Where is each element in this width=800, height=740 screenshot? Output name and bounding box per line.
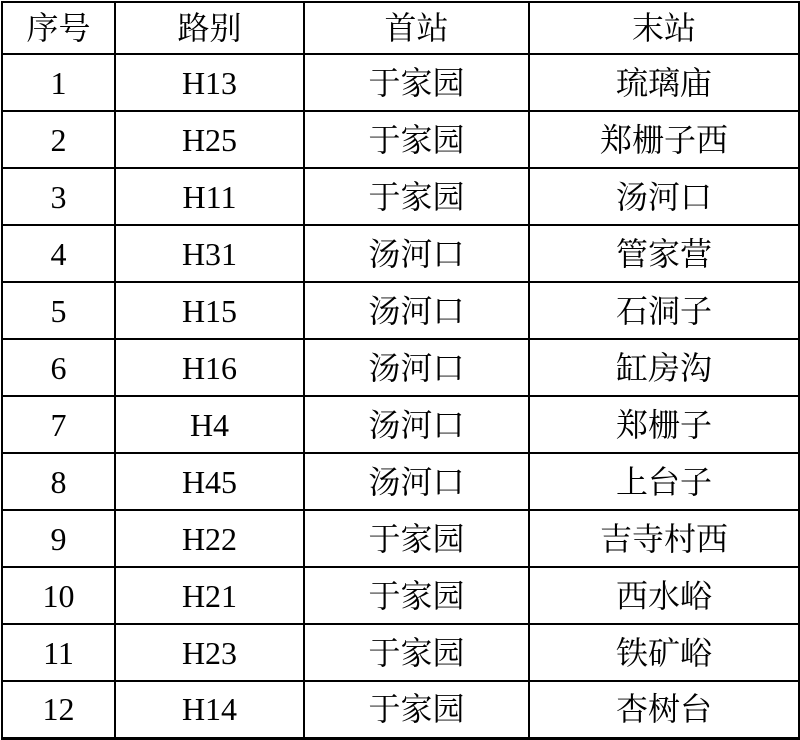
cell-route: H4 (115, 396, 304, 453)
cell-route: H22 (115, 510, 304, 567)
cell-last-station: 缸房沟 (529, 339, 799, 396)
cell-first-station: 于家园 (304, 624, 529, 681)
cell-first-station: 于家园 (304, 168, 529, 225)
cell-last-station: 郑栅子 (529, 396, 799, 453)
cell-last-station: 铁矿峪 (529, 624, 799, 681)
cell-route: H15 (115, 282, 304, 339)
table-row (2, 681, 799, 738)
cell-index: 10 (2, 567, 115, 624)
cell-route: H31 (115, 225, 304, 282)
header-last-station: 末站 (529, 2, 799, 54)
table-row (2, 225, 799, 282)
cell-last-station: 上台子 (529, 453, 799, 510)
cell-index: 4 (2, 225, 115, 282)
route-table (1, 1, 800, 740)
table-row (2, 282, 799, 339)
cell-route: H11 (115, 168, 304, 225)
cell-route: H13 (115, 54, 304, 111)
table-row (2, 510, 799, 567)
cell-first-station: 于家园 (304, 510, 529, 567)
cell-route: H16 (115, 339, 304, 396)
cell-route: H45 (115, 453, 304, 510)
cell-first-station: 汤河口 (304, 339, 529, 396)
cell-route: H21 (115, 567, 304, 624)
cell-first-station: 汤河口 (304, 396, 529, 453)
cell-index: 5 (2, 282, 115, 339)
table-row (2, 396, 799, 453)
cell-first-station: 于家园 (304, 567, 529, 624)
header-row (2, 2, 799, 54)
cell-last-station: 杏树台 (529, 681, 799, 738)
cell-last-station: 琉璃庙 (529, 54, 799, 111)
cell-index: 8 (2, 453, 115, 510)
cell-route: H14 (115, 681, 304, 738)
cell-index: 7 (2, 396, 115, 453)
table-row (2, 339, 799, 396)
cell-last-station: 吉寺村西 (529, 510, 799, 567)
cell-first-station: 于家园 (304, 111, 529, 168)
cell-first-station: 于家园 (304, 54, 529, 111)
table-row (2, 624, 799, 681)
cell-route: H23 (115, 624, 304, 681)
header-route: 路别 (115, 2, 304, 54)
cell-index: 12 (2, 681, 115, 738)
cell-first-station: 汤河口 (304, 453, 529, 510)
cell-index: 11 (2, 624, 115, 681)
cell-index: 2 (2, 111, 115, 168)
cell-route: H25 (115, 111, 304, 168)
cell-last-station: 汤河口 (529, 168, 799, 225)
cell-first-station: 于家园 (304, 681, 529, 738)
cell-index: 1 (2, 54, 115, 111)
cell-last-station: 石洞子 (529, 282, 799, 339)
cell-last-station: 郑栅子西 (529, 111, 799, 168)
cell-index: 3 (2, 168, 115, 225)
table-body (2, 54, 799, 738)
table-row (2, 54, 799, 111)
cell-first-station: 汤河口 (304, 225, 529, 282)
cell-index: 6 (2, 339, 115, 396)
header-first-station: 首站 (304, 2, 529, 54)
cell-first-station: 汤河口 (304, 282, 529, 339)
header-index: 序号 (2, 2, 115, 54)
cell-last-station: 西水峪 (529, 567, 799, 624)
table-row (2, 168, 799, 225)
table-row (2, 111, 799, 168)
cell-index: 9 (2, 510, 115, 567)
table-header (2, 2, 799, 54)
table-row (2, 453, 799, 510)
table-row (2, 567, 799, 624)
cell-last-station: 管家营 (529, 225, 799, 282)
